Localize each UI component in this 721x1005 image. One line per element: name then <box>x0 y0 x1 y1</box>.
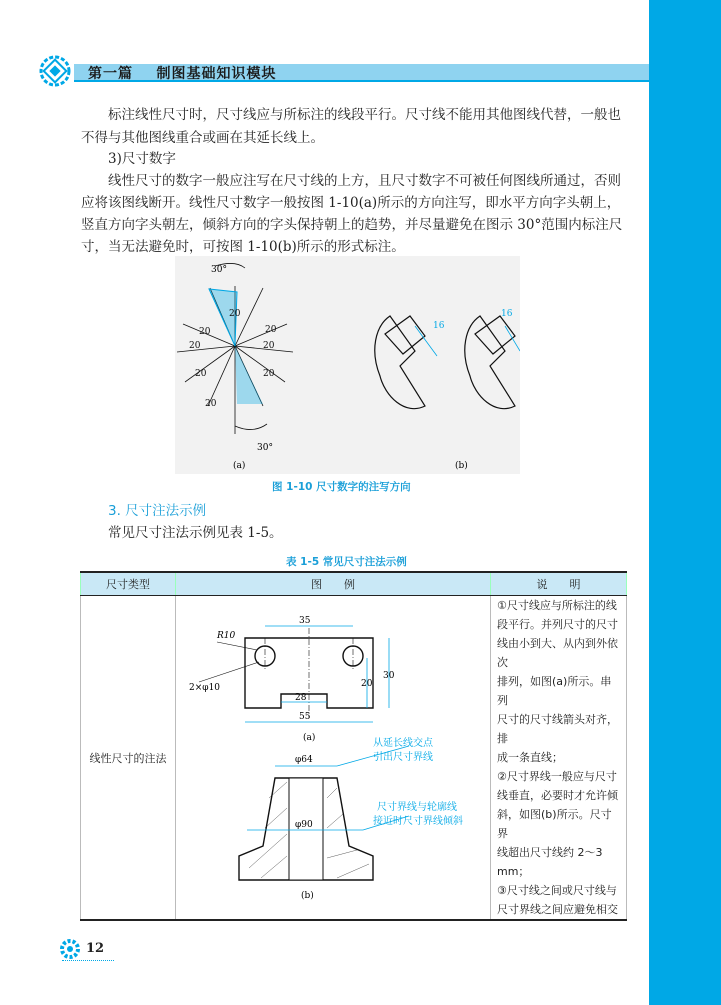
side-color-band <box>649 0 721 1005</box>
gear-logo-icon <box>38 54 72 88</box>
dim-55: 55 <box>299 712 311 722</box>
module-title: 制图基础知识模块 <box>156 66 277 82</box>
paragraph-2-line-4: 寸，当无法避免时，可按图 1-10(b)所示的形式标注。 <box>81 239 405 255</box>
dim-28: 28 <box>295 693 307 703</box>
callout-1-line-2: 引出尺寸界线 <box>373 752 433 763</box>
sub-heading: 3)尺寸数字 <box>108 151 176 167</box>
section-intro: 常见尺寸注法示例见表 1-5。 <box>108 525 283 541</box>
table-caption: 表 1-5 常见尺寸注法示例 <box>286 556 407 568</box>
holes-label: 2×φ10 <box>189 683 221 693</box>
note-line: 线垂直，必要时才允许倾 <box>497 789 618 802</box>
chapter-label: 第一篇 <box>88 66 133 82</box>
callout-1-line-1: 从延长线交点 <box>373 738 433 749</box>
header-title <box>88 63 277 83</box>
note-line: 尺寸界线之间应避免相交 <box>497 903 618 916</box>
note-line: 线由小到大、从内到外依次 <box>497 637 618 669</box>
angle-label-top: 30° <box>211 265 227 275</box>
note-line: 段平行。并列尺寸的尺寸 <box>497 618 618 631</box>
dimension-table <box>80 571 627 921</box>
figure-a-label: (a) <box>303 733 316 743</box>
paragraph-2-line-2: 应将该图线断开。线性尺寸数字一般按图 1-10(a)所示的方向注写，即水平方向字头朝上， <box>81 195 621 211</box>
header-example: 图 例 <box>176 572 491 596</box>
dim-label-right: 20 <box>263 341 275 351</box>
figure-1-10 <box>175 256 520 474</box>
table-header-row <box>81 572 627 596</box>
radius-label: R10 <box>217 631 236 641</box>
figure-label-b: (b) <box>455 461 468 471</box>
note-line: ②尺寸界线一般应与尺寸 <box>497 770 617 783</box>
paragraph-2-line-1: 线性尺寸的数字一般应注写在尺寸线的上方，且尺寸数字不可被任何图线所通过，否则 <box>108 173 621 189</box>
figure-label-a: (a) <box>233 461 246 471</box>
page-number: 12 <box>86 941 105 956</box>
paragraph-1-line-1: 标注线性尺寸时，尺寸线应与所标注的线段平行。尺寸线不能用其他图线代替，一般也 <box>108 107 621 123</box>
header-type: 尺寸类型 <box>81 572 176 596</box>
note-line: 成一条直线； <box>497 751 563 764</box>
dim-20: 20 <box>361 679 373 689</box>
note-line: 线超出尺寸线约 2～3 mm； <box>497 846 603 878</box>
dim-35: 35 <box>299 616 311 626</box>
note-line: 尺寸的尺寸线箭头对齐，排 <box>497 713 618 745</box>
paragraph-1-line-2: 不得与其他图线重合或画在其延长线上。 <box>81 130 324 146</box>
row-type-cell <box>81 596 176 921</box>
dim-label-lower-left: 20 <box>195 369 207 379</box>
angle-label-bottom: 30° <box>257 443 273 453</box>
note-line: ③尺寸线之间或尺寸线与 <box>497 884 617 897</box>
footer-rule <box>62 960 114 962</box>
row-type: 线性尺寸的注法 <box>89 751 167 765</box>
callout-2-line-2: 接近时尺寸界线倾斜 <box>373 816 463 827</box>
paragraph-2-line-3: 竖直方向字头朝左，倾斜方向的字头保持朝上的趋势，并尽量避免在图示 30°范围内标注尺 <box>81 217 623 233</box>
note-line: ①尺寸线应与所标注的线 <box>497 599 617 612</box>
figure-b-dim-1: 16 <box>433 321 445 331</box>
figure-b-label: (b) <box>301 891 314 901</box>
page-header <box>38 54 649 88</box>
footer-gear-icon <box>58 937 82 961</box>
dim-label-top-center: 20 <box>229 309 241 319</box>
row-notes-cell <box>491 596 627 921</box>
dim-30: 30 <box>383 671 395 681</box>
header-notes: 说 明 <box>491 572 627 596</box>
dim-label-upper-left: 20 <box>199 327 211 337</box>
figure-b-dim-2: 16 <box>501 309 513 319</box>
row-figure-cell <box>176 596 491 921</box>
section-title: 3. 尺寸注法示例 <box>108 503 207 519</box>
figure-caption: 图 1-10 尺寸数字的注写方向 <box>272 481 411 493</box>
note-line: 斜，如图(b)所示。尺寸界 <box>497 808 612 840</box>
table-figures <box>177 598 489 914</box>
dim-label-lower-right: 20 <box>263 369 275 379</box>
dim-label-bottom-left: 20 <box>205 399 217 409</box>
dim-label-left: 20 <box>189 341 201 351</box>
table-row <box>81 596 627 921</box>
callout-2-line-1: 尺寸界线与轮廓线 <box>377 802 457 813</box>
dim-phi90: φ90 <box>295 820 313 830</box>
dim-label-upper-right: 20 <box>265 325 277 335</box>
dim-phi64: φ64 <box>295 755 313 765</box>
note-line: 排列，如图(a)所示。串列 <box>497 675 612 707</box>
